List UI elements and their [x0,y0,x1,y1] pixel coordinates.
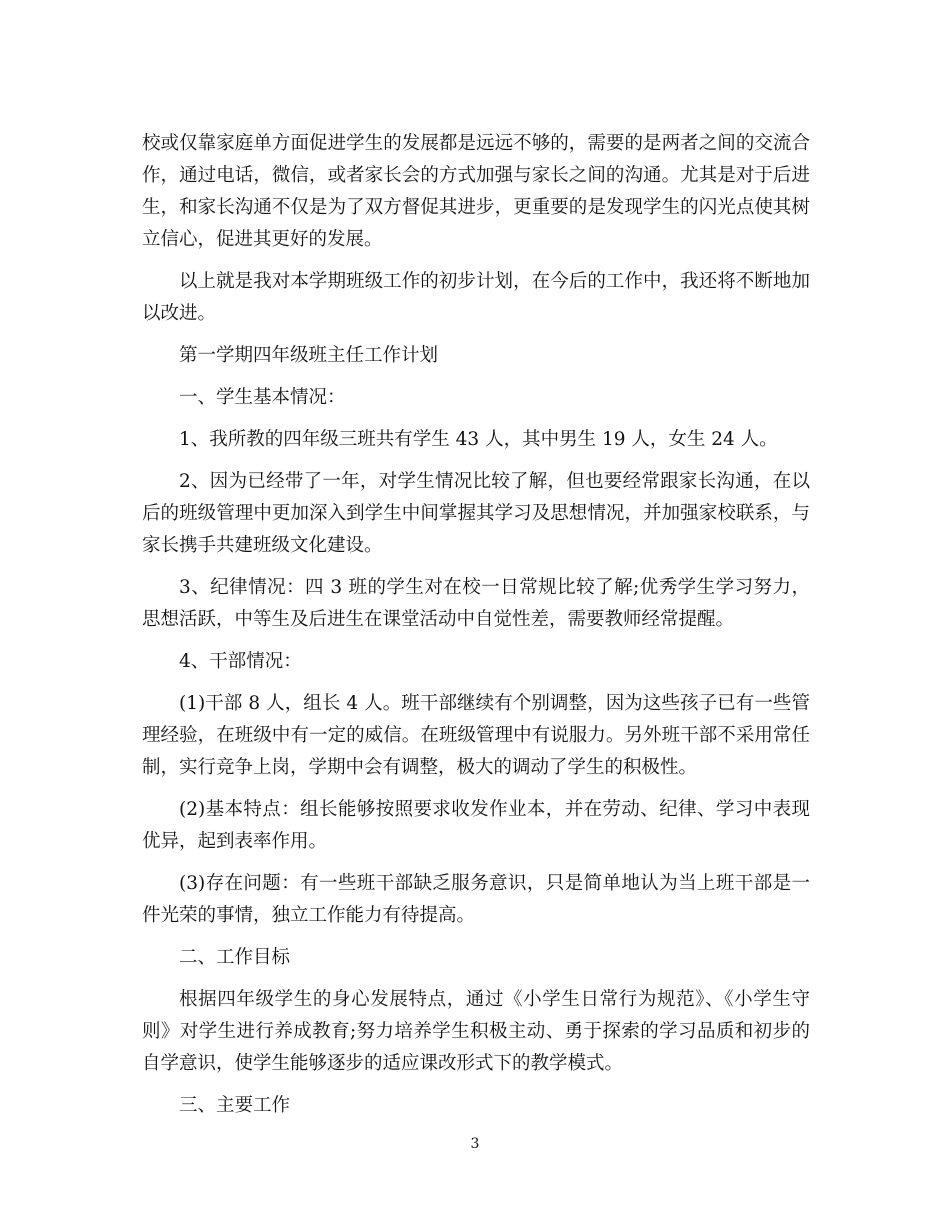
paragraph: 校或仅靠家庭单方面促进学生的发展都是远远不够的，需要的是两者之间的交流合作，通过电话，微信，或者家长会的方式加强与家长之间的沟通。尤其是对于后进生，和家长沟通不仅是为了双方督促其进步，更重要的是发现学生的闪光点使其树立信心，促进其更好的发展。 [142,133,810,250]
paragraph: 根据四年级学生的身心发展特点，通过《小学生日常行为规范》、《小学生守则》对学生进行养成教育;努力培养学生积极主动、勇于探索的学习品质和初步的自学意识，使学生能够逐步的适应课改形式下的教学模式。 [142,989,810,1074]
document-body [142,128,810,1132]
sub-item: (1)干部 8 人，组长 4 人。班干部继续有个别调整，因为这些孩子已有一些管理经验，在班级中有一定的威信。在班级管理中有说服力。另外班干部不采用常任制，实行竞争上岗，学期中会有调整，极大的调动了学生的积极性。 [142,693,810,778]
heading-student-situation: 一、学生基本情况： [179,387,346,408]
page-number: 3 [470,1136,480,1152]
heading-main-work: 三、主要工作 [179,1095,291,1116]
list-item: 1、我所教的四年级三班共有学生 43 人，其中男生 19 人，女生 24 人。 [179,429,778,450]
list-item: 3、纪律情况：四 3 班的学生对在校一日常规比较了解;优秀学生学习努力，思想活跃，中等生及后进生在课堂活动中自觉性差，需要教师经常提醒。 [142,577,810,630]
section-title: 第一学期四年级班主任工作计划 [179,345,439,366]
sub-item: (3)存在问题：有一些班干部缺乏服务意识，只是简单地认为当上班干部是一件光荣的事情，独立工作能力有待提高。 [142,873,810,926]
heading-work-goals: 二、工作目标 [179,947,291,968]
list-item: 2、因为已经带了一年，对学生情况比较了解，但也要经常跟家长沟通，在以后的班级管理中更加深入到学生中间掌握其学习及思想情况，并加强家校联系，与家长携手共建班级文化建设。 [142,471,810,556]
list-item: 4、干部情况： [179,651,302,672]
paragraph: 以上就是我对本学期班级工作的初步计划，在今后的工作中，我还将不断地加以改进。 [142,271,810,324]
sub-item: (2)基本特点：组长能够按照要求收发作业本，并在劳动、纪律、学习中表现优异，起到表率作用。 [142,799,810,852]
